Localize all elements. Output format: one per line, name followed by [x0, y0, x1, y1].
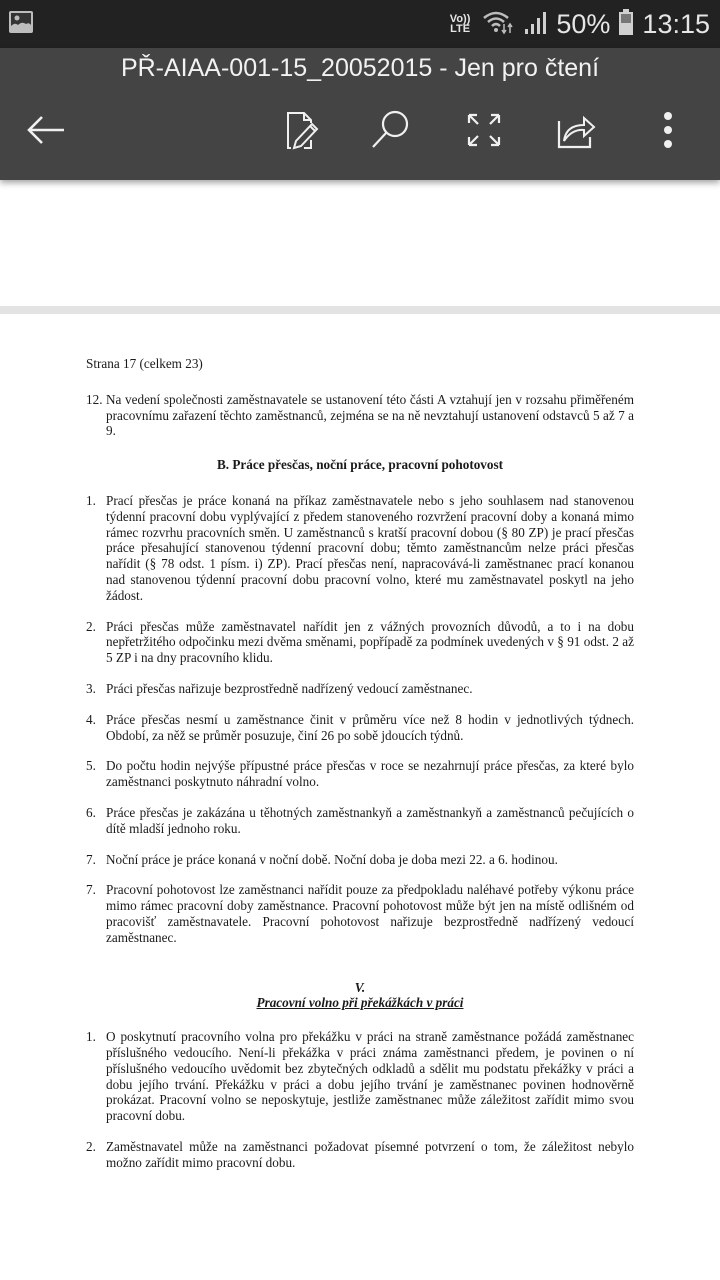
list-item-text: Práci přesčas nařizuje bezprostředně nadřízený vedoucí zaměstnanec.: [106, 680, 473, 696]
document-viewport[interactable]: [0, 180, 720, 1280]
page-separator: [0, 306, 720, 314]
status-bar: [0, 0, 720, 48]
battery-icon: [618, 8, 634, 41]
list-item-number: 4.: [86, 711, 96, 727]
list-item-number: 12.: [86, 391, 103, 407]
list-item-number: 1.: [86, 492, 96, 508]
lte-label: LTE: [450, 23, 471, 35]
list-item: [86, 805, 634, 837]
list-item-number: 3.: [86, 680, 96, 696]
list-item: [86, 1139, 634, 1171]
battery-percent: 50%: [556, 8, 611, 39]
list-item: [86, 681, 634, 697]
clock: 13:15: [642, 8, 710, 39]
list-item-text: Na vedení společnosti zaměstnavatele se ustanovení této části A vztahují jen v rozsahu přiměřeném pracovnímu zařazení těchto zaměstnanců, zejména se na ně nevztahují ustanovení odstavců 5 až 7 a 9.: [106, 391, 634, 439]
list-item-text: O poskytnutí pracovního volna pro překážku v práci na straně zaměstnance požádá zaměstnanec příslušného vedoucího. Není-li překážka v práci známa zaměstnanci předem, je povinen o ní příslušného vedoucího uvědomit bez zbytečných odkladů a sdělit mu podstatu překážky v práci a dobu jejího trvání. Překážku v práci a dobu jejího trvání je zaměstnanec povinen hodnověrně prokázat. Pracovní volno se neposkytuje, jestliže zaměstnanec může záležitost zařídit mimo svou pracovní dobu.: [106, 1029, 634, 1124]
volte-lte-indicator: [450, 14, 471, 34]
expand-icon: [466, 112, 502, 153]
list-item: [86, 882, 634, 945]
list-item: [86, 1029, 634, 1124]
page-number-label: Strana 17 (celkem 23): [86, 356, 203, 371]
list-item-text: Práce přesčas nesmí u zaměstnance činit v průměru více než 8 hodin v jednotlivých týdnech. Období, za něž se průměr posuzuje, činí 26 po sobě jdoucích týdnů.: [106, 711, 634, 743]
more-vertical-icon: [662, 110, 674, 155]
list-item-text: Pracovní pohotovost lze zaměstnanci nařídit pouze za předpokladu naléhavé potřeby výkonu práce mimo rámec pracovní doby zaměstnance. Pracovní pohotovost může být jen na místě odlišném od pracovišť zaměstnavatele. Pracovní pohotovost nařizuje bezprostředně nadřízený vedoucí zaměstnanec.: [106, 882, 634, 945]
list-item-number: 2.: [86, 618, 96, 634]
section-title: Pracovní volno při překážkách v práci: [256, 995, 464, 1011]
signal-icon: [524, 9, 548, 40]
list-item-number: 2.: [86, 1138, 96, 1154]
search-icon: [370, 110, 410, 155]
share-icon: [556, 111, 596, 154]
image-notification-icon: [8, 9, 34, 40]
arrow-left-icon: [26, 114, 66, 151]
list-item: [86, 392, 634, 439]
list-item-text: Noční práce je práce konaná v noční době. Noční doba je doba mezi 22. a 6. hodinou.: [106, 851, 558, 867]
more-options-button[interactable]: [644, 108, 692, 156]
back-button[interactable]: [22, 108, 70, 156]
volte-label: Vo)): [449, 13, 471, 25]
section-heading: B. Práce přesčas, noční práce, pracovní pohotovost: [216, 457, 504, 473]
list-item-number: 5.: [86, 758, 96, 774]
list-item-text: Práce přesčas je zakázána u těhotných zaměstnankyň a zaměstnankyň a zaměstnanců pečujících o dítě mladší jednoho roku.: [106, 804, 634, 836]
list-item: [86, 619, 634, 666]
section-number: V.: [354, 979, 366, 995]
share-button[interactable]: [552, 108, 600, 156]
fullscreen-button[interactable]: [460, 108, 508, 156]
document-page: [86, 356, 634, 1170]
list-item-text: Do počtu hodin nejvýše přípustné práce přesčas v roce se nezahrnují práce přesčas, za které bylo zaměstnanci poskytnuto náhradní volno.: [106, 758, 634, 790]
list-item-number: 7.: [86, 882, 96, 898]
list-item-number: 1.: [86, 1029, 96, 1045]
list-item-number: 7.: [86, 851, 96, 867]
app-bar: [0, 48, 720, 180]
list-item-number: 6.: [86, 804, 96, 820]
edit-document-icon: [282, 110, 322, 155]
list-item-text: Prací přesčas je práce konaná na příkaz zaměstnavatele nebo s jeho souhlasem nad stanovenou týdenní pracovní dobu vyplývající z předem stanoveného rozvržení pracovní doby a konaná mimo rámec rozvrhu pracovních směn. U zaměstnanců s kratší pracovní dobou (§ 80 ZP) je prací přesčas práce přesahující stanovenou týdenní pracovní dobu; těmto zaměstnancům nelze práci přesčas nařídit (§ 78 odst. 1 písm. i) ZP). Prací přesčas není, napracovává-li zaměstnanec prací konanou nad stanovenou týdenní pracovní dobu pracovní volno, které mu zaměstnavatel poskytl na jeho žádost.: [106, 492, 634, 603]
edit-button[interactable]: [278, 108, 326, 156]
list-item: [86, 712, 634, 744]
list-item: [86, 493, 634, 604]
list-item: [86, 852, 634, 868]
list-item-text: Práci přesčas může zaměstnavatel nařídit jen z vážných provozních důvodů, a to i na dobu nepřetržitého odpočinku mezi dvěma směnami, popřípadě za podmínek uvedených v § 91 odst. 2 až 5 ZP i na dny pracovního klidu.: [106, 618, 634, 666]
list-item: [86, 758, 634, 790]
search-button[interactable]: [366, 108, 414, 156]
wifi-icon: [482, 9, 516, 40]
list-item-text: Zaměstnavatel může na zaměstnanci požadovat písemné potvrzení o tom, že záležitost nebylo možno zařídit mimo pracovní dobu.: [106, 1138, 634, 1170]
document-title: PŘ-AIAA-001-15_20052015 - Jen pro čtení: [120, 54, 600, 82]
